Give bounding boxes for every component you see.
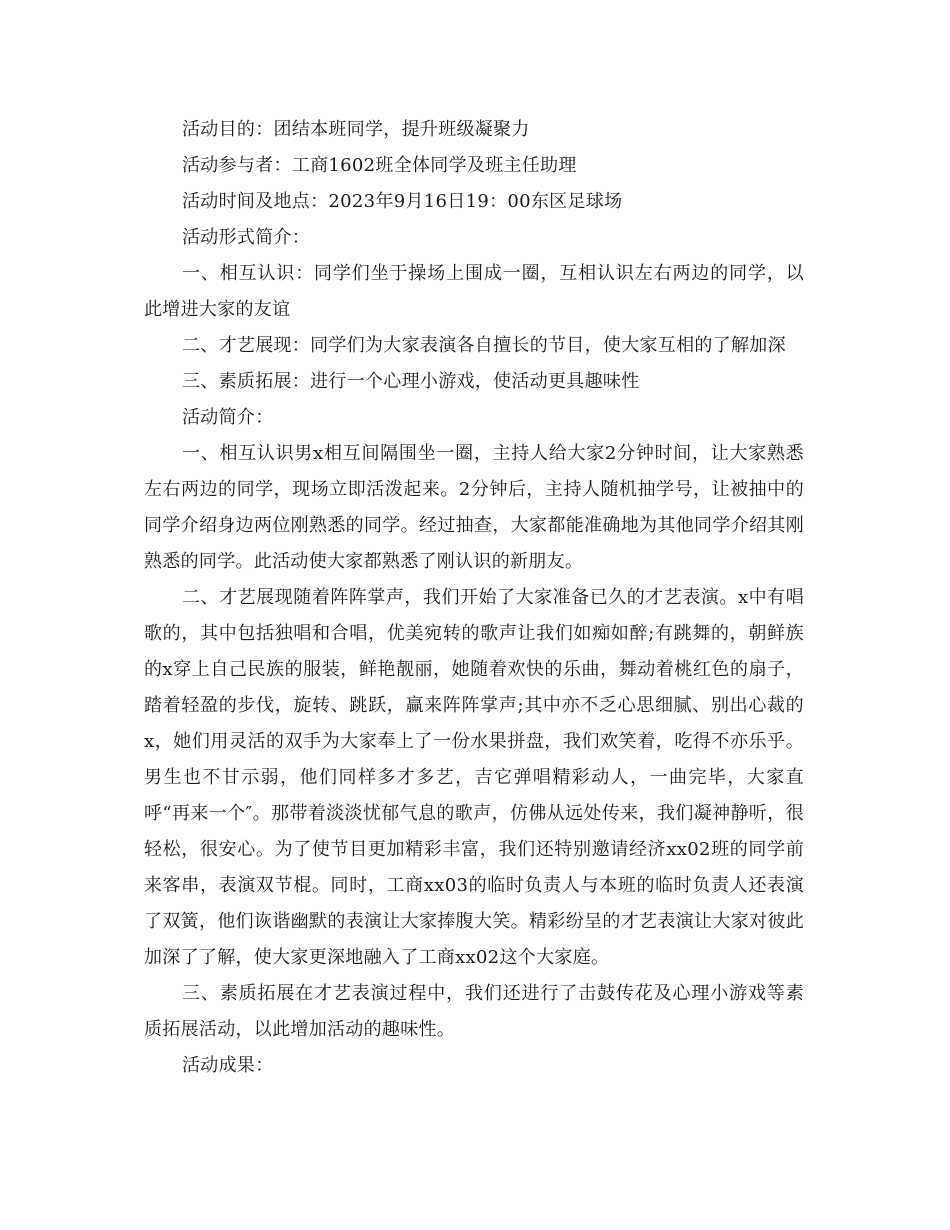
summary-heading: 活动简介：: [182, 407, 274, 428]
time-location-line: 活动时间及地点：2023年9月16日19：00东区足球场: [182, 191, 623, 212]
results-heading: 活动成果：: [182, 1055, 274, 1076]
participants-line: 活动参与者：工商1602班全体同学及班主任助理: [182, 155, 577, 176]
summary-paragraph-3: 三、素质拓展在才艺表演过程中，我们还进行了击鼓传花及心理小游戏等素质拓展活动，以此增加活动的趣味性。: [144, 983, 804, 1040]
format-item-3: 三、素质拓展：进行一个心理小游戏，使活动更具趣味性: [182, 371, 640, 392]
format-heading: 活动形式简介：: [182, 227, 311, 248]
document-body: [144, 112, 804, 1084]
summary-paragraph-1: 一、相互认识男x相互间隔围坐一圈，主持人给大家2分钟时间，让大家熟悉左右两边的同学，现场立即活泼起来。2分钟后，主持人随机抽学号，让被抽中的同学介绍身边两位刚熟悉的同学。经过抽查，大家都能准确地为其他同学介绍其刚熟悉的同学。此活动使大家都熟悉了刚认识的新朋友。: [144, 443, 804, 572]
format-item-1: 一、相互认识：同学们坐于操场上围成一圈，互相认识左右两边的同学，以此增进大家的友谊: [144, 263, 804, 320]
summary-paragraph-2: 二、才艺展现随着阵阵掌声，我们开始了大家准备已久的才艺表演。x中有唱歌的，其中包括独唱和合唱，优美宛转的歌声让我们如痴如醉;有跳舞的，朝鲜族的x穿上自己民族的服装，鲜艳靓丽，她随着欢快的乐曲，舞动着桃红色的扇子，踏着轻盈的步伐，旋转、跳跃，赢来阵阵掌声;其中亦不乏心思细腻、别出心裁的x，她们用灵活的双手为大家奉上了一份水果拼盘，我们欢笑着，吃得不亦乐乎。男生也不甘示弱，他们同样多才多艺，吉它弹唱精彩动人，一曲完毕，大家直呼“再来一个″。那带着淡淡忧郁气息的歌声，仿佛从远处传来，我们凝神静听，很轻松，很安心。为了使节目更加精彩丰富，我们还特别邀请经济xx02班的同学前来客串，表演双节棍。同时，工商xx03的临时负责人与本班的临时负责人还表演了双簧，他们诙谐幽默的表演让大家捧腹大笑。精彩纷呈的才艺表演让大家对彼此加深了了解，使大家更深地融入了工商xx02这个大家庭。: [144, 587, 804, 968]
format-item-2: 二、才艺展现：同学们为大家表演各自擅长的节目，使大家互相的了解加深: [182, 335, 786, 356]
purpose-line: 活动目的：团结本班同学，提升班级凝聚力: [182, 119, 530, 140]
